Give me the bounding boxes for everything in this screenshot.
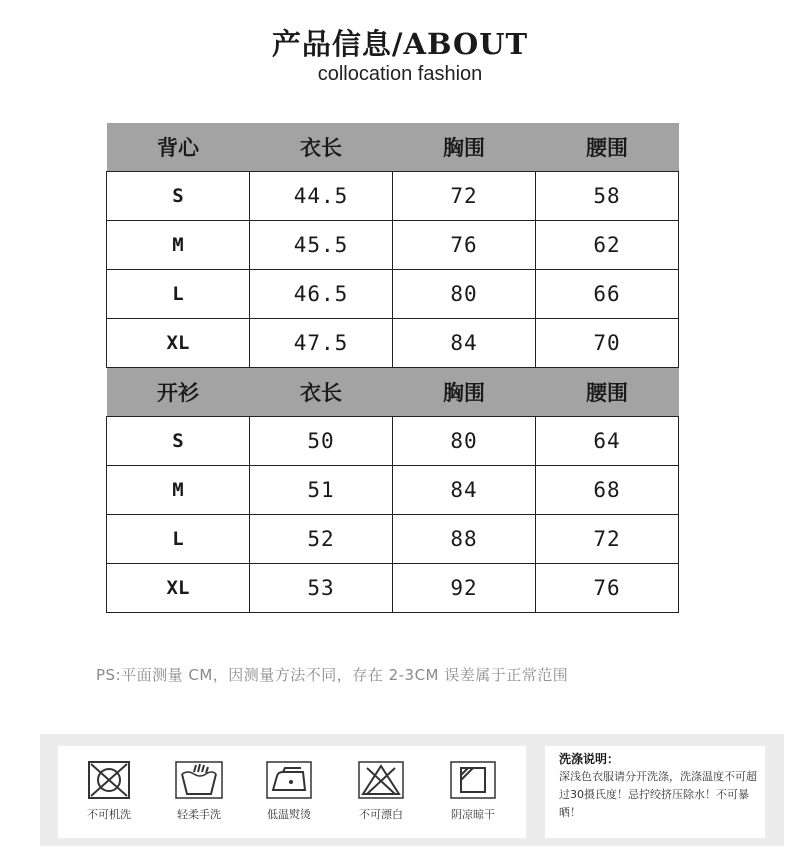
care-item-no-machine-wash	[72, 760, 146, 822]
size-cell: L	[107, 270, 250, 319]
waist-cell: 72	[536, 515, 679, 564]
size-cell: M	[107, 221, 250, 270]
table-row	[107, 515, 679, 564]
wash-title: 洗涤说明：	[559, 752, 620, 766]
wash-instructions-panel	[545, 746, 765, 838]
length-cell: 52	[250, 515, 393, 564]
vest-header-cell: 衣长	[250, 123, 393, 172]
gentle-hand-wash-icon	[174, 760, 224, 800]
waist-cell: 62	[536, 221, 679, 270]
cardigan-header-cell: 腰围	[536, 368, 679, 417]
vest-header-cell: 背心	[107, 123, 250, 172]
chest-cell: 72	[393, 172, 536, 221]
size-cell: L	[107, 515, 250, 564]
length-cell: 46.5	[250, 270, 393, 319]
length-cell: 50	[250, 417, 393, 466]
care-label: 低温熨烫	[267, 808, 311, 821]
table-row	[107, 172, 679, 221]
measurement-note: PS:平面测量 CM，因测量方法不同，存在 2-3CM 误差属于正常范围	[96, 666, 569, 684]
care-label: 不可漂白	[359, 808, 403, 821]
cardigan-header-cell: 开衫	[107, 368, 250, 417]
care-label: 轻柔手洗	[177, 808, 221, 821]
size-cell: XL	[107, 564, 250, 613]
low-temp-iron-icon	[265, 760, 313, 800]
length-cell: 51	[250, 466, 393, 515]
wash-text: 深浅色衣服请分开洗涤，洗涤温度不可超过30摄氏度！忌拧绞挤压除水！不可暴晒！	[559, 770, 757, 819]
chest-cell: 80	[393, 270, 536, 319]
waist-cell: 76	[536, 564, 679, 613]
size-cell: S	[107, 172, 250, 221]
chest-cell: 84	[393, 466, 536, 515]
care-item-low-temp-iron	[252, 760, 326, 822]
care-symbols-panel	[58, 746, 526, 838]
care-item-shade-dry	[436, 760, 510, 822]
size-cell: XL	[107, 319, 250, 368]
chest-cell: 80	[393, 417, 536, 466]
page-subtitle: collocation fashion	[317, 63, 483, 85]
length-cell: 53	[250, 564, 393, 613]
length-cell: 47.5	[250, 319, 393, 368]
waist-cell: 66	[536, 270, 679, 319]
waist-cell: 68	[536, 466, 679, 515]
size-cell: S	[107, 417, 250, 466]
vest-header-row	[107, 123, 679, 172]
care-instructions	[40, 734, 784, 846]
table-row	[107, 417, 679, 466]
care-item-gentle-hand-wash	[162, 760, 236, 822]
table-row	[107, 466, 679, 515]
size-chart-table	[106, 123, 679, 613]
vest-header-cell: 胸围	[393, 123, 536, 172]
cardigan-header-cell: 衣长	[250, 368, 393, 417]
care-item-no-bleach	[344, 760, 418, 822]
waist-cell: 64	[536, 417, 679, 466]
size-cell: M	[107, 466, 250, 515]
no-bleach-icon	[357, 760, 405, 800]
chest-cell: 92	[393, 564, 536, 613]
chest-cell: 76	[393, 221, 536, 270]
cardigan-header-cell: 胸围	[393, 368, 536, 417]
care-label: 不可机洗	[87, 808, 131, 821]
shade-dry-icon	[449, 760, 497, 800]
waist-cell: 70	[536, 319, 679, 368]
chest-cell: 84	[393, 319, 536, 368]
table-row	[107, 564, 679, 613]
table-row	[107, 221, 679, 270]
cardigan-header-row	[107, 368, 679, 417]
page-title: 产品信息/ABOUT	[271, 27, 529, 61]
no-machine-wash-icon	[87, 760, 131, 800]
care-label: 阴凉晾干	[451, 808, 495, 821]
chest-cell: 88	[393, 515, 536, 564]
length-cell: 44.5	[250, 172, 393, 221]
table-row	[107, 319, 679, 368]
waist-cell: 58	[536, 172, 679, 221]
vest-header-cell: 腰围	[536, 123, 679, 172]
length-cell: 45.5	[250, 221, 393, 270]
table-row	[107, 270, 679, 319]
